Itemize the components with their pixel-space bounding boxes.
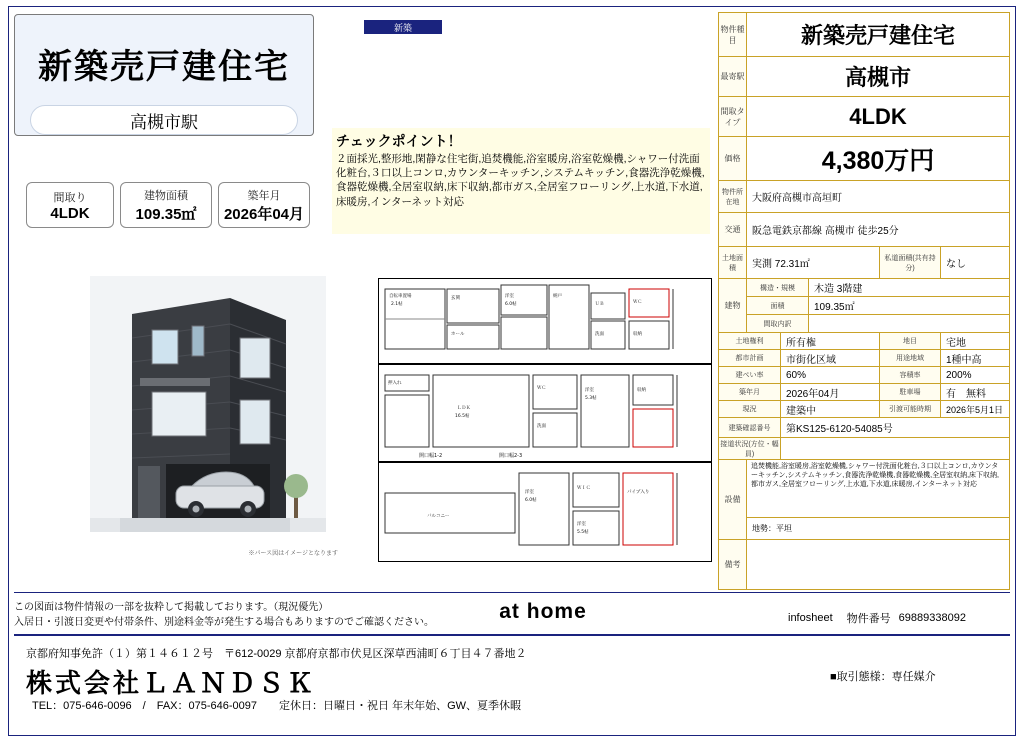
row-value-access: 阪急電鉄京都線 高槻市 徒歩25分 <box>747 213 1009 247</box>
row-label-permit-no: 建築確認番号 <box>719 418 781 438</box>
svg-text:洋室: 洋室 <box>585 388 594 393</box>
row-value-coverage: 60% <box>781 367 879 384</box>
spec-year-value: 2026年04月 <box>223 205 305 223</box>
svg-text:パイプ入り: パイプ入り <box>627 490 650 495</box>
footer-note-2: 入居日・引渡日変更や付帯条件、別途料金等が発生する場合もありますのでご確認ください。 <box>14 617 434 628</box>
spec-year <box>218 182 310 228</box>
row-label-station: 最寄駅 <box>719 57 747 97</box>
svg-text:ホール: ホール <box>451 332 465 337</box>
svg-text:収納: 収納 <box>633 332 642 337</box>
row-value-equipment: 追焚機能,浴室暖房,浴室乾燥機,シャワー付洗面化粧台,３口以上コンロ,カウンターキッチン,システムキッチン,食器洗浄乾燥機,食器乾燥機,全居室収納,床下収納,都市ガス,全居室フローリング,上水道,下水道,床暖房,インターネット対応 <box>747 460 1009 518</box>
svg-text:ＷＩＣ: ＷＩＣ <box>577 486 591 491</box>
svg-text:2.1帖: 2.1帖 <box>391 302 403 307</box>
svg-text:洗面: 洗面 <box>537 424 546 429</box>
station-label: 高槻市駅 <box>130 112 198 132</box>
row-label-equipment: 設備 <box>719 460 747 540</box>
svg-text:6.0帖: 6.0帖 <box>525 498 537 503</box>
photo-caption: ※パース図はイメージとなります <box>248 551 338 557</box>
property-photo <box>80 268 336 558</box>
svg-text:洋室: 洋室 <box>525 490 534 495</box>
row-value-built-year: 2026年04月 <box>781 384 879 401</box>
checkpoint-title: チェックポイント！ <box>336 133 462 149</box>
floor-plans <box>378 278 710 560</box>
svg-text:自転車置場: 自転車置場 <box>389 294 412 299</box>
spec-layout <box>26 182 114 228</box>
svg-text:6.0帖: 6.0帖 <box>505 302 517 307</box>
row-label-private-road: 私道面積(共有持分) <box>879 247 941 279</box>
row-value-layout: 4LDK <box>747 97 1009 137</box>
svg-text:ＵＢ: ＵＢ <box>595 302 604 307</box>
svg-text:玄関: 玄関 <box>451 296 460 301</box>
svg-text:ＷＣ: ＷＣ <box>537 386 546 391</box>
house-illustration <box>80 268 336 558</box>
row-label-parking: 駐車場 <box>879 384 941 401</box>
company-name: 株式会社ＬＡＮＤＳＫ <box>26 668 317 698</box>
row-label-building-area: 面積 <box>747 297 809 315</box>
row-value-layout-detail <box>809 315 1009 333</box>
row-value-zoning: 1種中高 <box>941 350 1009 367</box>
row-label-handover: 引渡可能時期 <box>879 401 941 418</box>
row-value-road <box>781 438 1009 460</box>
row-value-handover: 2026年5月1日 <box>941 401 1009 418</box>
spec-year-label: 築年月 <box>247 189 281 202</box>
footer-divider-2 <box>14 634 1010 636</box>
svg-text:開口幅2-3: 開口幅2-3 <box>499 453 523 459</box>
spec-layout-label: 間取り <box>53 191 87 204</box>
row-label-address: 物件所在地 <box>719 181 747 213</box>
floor-plan-2f <box>378 364 712 462</box>
checkpoint-body: ２面採光,整形地,閑静な住宅街,追焚機能,浴室暖房,浴室乾燥機,シャワー付洗面化粧台,３口以上コンロ,カウンターキッチン,システムキッチン,食器洗浄乾燥機,食器乾燥機,全居室収納,床下収納,都市ガス,全居室フローリング,上水道,下水道,床暖房,インターネット対応 <box>336 153 705 208</box>
row-value-land-area: 実測 72.31㎡ <box>747 247 879 279</box>
row-label-layout: 間取タイプ <box>719 97 747 137</box>
page-title: 新築売戸建住宅 <box>38 47 290 86</box>
svg-text:ＷＣ: ＷＣ <box>633 300 642 305</box>
svg-text:洋室: 洋室 <box>505 294 514 299</box>
footer-divider <box>14 592 1010 593</box>
row-value-chimoku: 宅地 <box>941 333 1009 350</box>
row-label-type: 物件種目 <box>719 13 747 57</box>
row-value-parking: 有 無料 <box>941 384 1009 401</box>
row-label-road: 接道状況(方位・幅員) <box>719 438 781 460</box>
property-detail-table <box>718 12 1010 590</box>
svg-text:洗面: 洗面 <box>595 332 604 337</box>
spec-area-label: 建物面積 <box>144 189 188 202</box>
svg-text:収納: 収納 <box>637 388 646 393</box>
svg-text:開口幅1-2: 開口幅1-2 <box>419 453 443 459</box>
row-label-remarks: 備考 <box>719 540 747 589</box>
svg-text:納戸: 納戸 <box>553 294 562 299</box>
row-label-layout-detail: 間取内訳 <box>747 315 809 333</box>
svg-text:ＬＤＫ: ＬＤＫ <box>457 406 471 411</box>
svg-text:洋室: 洋室 <box>577 522 586 527</box>
row-value-station: 高槻市 <box>747 57 1009 97</box>
row-label-city-plan: 都市計画 <box>719 350 781 367</box>
spec-area-value: 109.35㎡ <box>135 205 197 223</box>
group-label-building: 建物 <box>719 279 747 333</box>
svg-text:5.5帖: 5.5帖 <box>577 530 589 535</box>
row-value-land-right: 所有権 <box>781 333 879 350</box>
row-value-building-area: 109.35㎡ <box>809 297 1009 315</box>
row-label-access: 交通 <box>719 213 747 247</box>
row-value-city-plan: 市街化区域 <box>781 350 879 367</box>
property-no-label: 物件番号 <box>846 613 891 625</box>
row-value-far: 200% <box>941 367 1009 384</box>
infosheet-line <box>788 610 1018 626</box>
new-build-tab: 新築 <box>364 20 442 34</box>
row-value-topography: 地勢：平坦 <box>747 518 1009 540</box>
row-value-type: 新築売戸建住宅 <box>747 13 1009 57</box>
row-label-zoning: 用途地域 <box>879 350 941 367</box>
svg-text:押入れ: 押入れ <box>388 381 402 386</box>
row-value-remarks <box>747 540 1009 589</box>
row-value-permit-no: 第KS125-6120-54085号 <box>781 418 1009 438</box>
row-label-far: 容積率 <box>879 367 941 384</box>
spec-layout-value: 4LDK <box>50 204 90 222</box>
floor-plan-1f <box>378 278 712 364</box>
row-label-land-right: 土地権利 <box>719 333 781 350</box>
footer-note-1: この図面は物件情報の一部を抜粋して掲載しております。（現況優先） <box>14 602 329 613</box>
row-label-price: 価格 <box>719 137 747 181</box>
row-label-structure: 構造・規模 <box>747 279 809 297</box>
row-label-coverage: 建ぺい率 <box>719 367 781 384</box>
athome-logo: at home <box>499 600 587 623</box>
row-value-address: 大阪府高槻市高垣町 <box>747 181 1009 213</box>
license-text: 京都府知事免許（１）第１４６１２号 〒612-0029 京都府京都市伏見区深草西浦町６丁目４７番地２ <box>26 648 527 660</box>
row-label-built-year: 築年月 <box>719 384 781 401</box>
svg-text:バルコニー: バルコニー <box>427 514 450 519</box>
row-label-chimoku: 地目 <box>879 333 941 350</box>
row-label-land-area: 土地面積 <box>719 247 747 279</box>
svg-text:5.3帖: 5.3帖 <box>585 396 597 401</box>
row-value-status: 建築中 <box>781 401 879 418</box>
infosheet-label: infosheet <box>788 612 833 624</box>
floor-plan-3f <box>378 462 712 562</box>
svg-text:16.5帖: 16.5帖 <box>455 414 470 419</box>
row-label-status: 現況 <box>719 401 781 418</box>
row-value-private-road: なし <box>941 247 1009 279</box>
row-value-price: 4,380万円 <box>747 137 1009 181</box>
spec-area <box>120 182 212 228</box>
row-value-structure: 木造 3階建 <box>809 279 1009 297</box>
property-no-value: 69889338092 <box>898 612 966 624</box>
transaction-type: ■取引態様：専任媒介 <box>830 671 936 683</box>
contact-line: TEL：075-646-0096 / FAX：075-646-0097 定休日：日曜日・祝日 年末年始、GW、夏季休暇 <box>32 700 522 712</box>
